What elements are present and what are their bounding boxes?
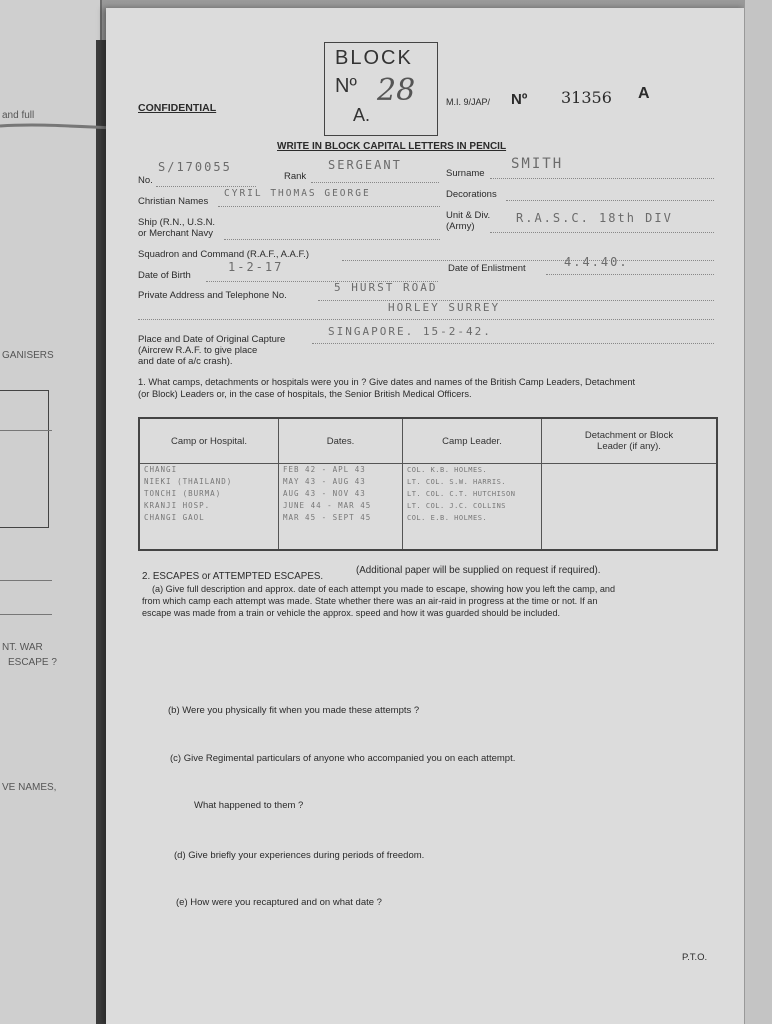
no-value: S/170055 bbox=[158, 160, 232, 174]
surname-line bbox=[490, 178, 714, 179]
unit-line bbox=[490, 232, 714, 233]
question-2a-continued: escape was made from a train or vehicle the approx. speed and how it was guarded should be included. bbox=[142, 608, 561, 618]
address-label: Private Address and Telephone No. bbox=[138, 290, 287, 301]
question-2b: (b) Were you physically fit when you made these attempts ? bbox=[168, 705, 420, 716]
christian-names-value: CYRIL THOMAS GEORGE bbox=[224, 188, 371, 199]
question-2-title: 2. ESCAPES or ATTEMPTED ESCAPES. bbox=[142, 571, 324, 582]
column-header: Detachment or Block Leader (if any). bbox=[542, 418, 718, 464]
date-entry: MAR 45 - SEPT 45 bbox=[283, 513, 372, 522]
date-entry: FEB 42 - APL 43 bbox=[283, 465, 366, 474]
no-label: No. bbox=[138, 175, 153, 186]
question-2-note: (Additional paper will be supplied on request if required). bbox=[356, 565, 601, 576]
decorations-label: Decorations bbox=[446, 189, 497, 200]
no-line bbox=[156, 186, 256, 187]
back-page-divider bbox=[0, 614, 52, 615]
question-2c: (c) Give Regimental particulars of anyone who accompanied you on each attempt. bbox=[170, 753, 516, 764]
date-entry: MAY 43 - AUG 43 bbox=[283, 477, 366, 486]
unit-label: Unit & Div. bbox=[446, 210, 491, 221]
christian-names-line bbox=[218, 206, 440, 207]
column-header: Camp or Hospital. bbox=[139, 418, 279, 464]
stamp-block-text: BLOCK bbox=[335, 47, 413, 69]
leader-entry: COL. E.B. HOLMES. bbox=[407, 514, 488, 522]
serial-number: 31356 bbox=[561, 88, 612, 107]
instruction-heading: WRITE IN BLOCK CAPITAL LETTERS IN PENCIL bbox=[277, 141, 507, 152]
dob-label: Date of Birth bbox=[138, 270, 191, 281]
decorations-line bbox=[506, 200, 714, 201]
ship-line bbox=[224, 239, 440, 240]
question-2a-continued: from which camp each attempt was made. State whether there was an air-raid in progress at the time or not. If an bbox=[142, 596, 598, 606]
form-page bbox=[106, 8, 746, 1024]
leader-entry: LT. COL. J.C. COLLINS bbox=[407, 502, 507, 510]
surname-value: SMITH bbox=[511, 156, 564, 172]
enlistment-value: 4.4.40. bbox=[564, 255, 629, 269]
confidential-label: CONFIDENTIAL bbox=[138, 102, 217, 114]
question-2e: (e) How were you recaptured and on what date ? bbox=[176, 897, 382, 908]
unit-label-2: (Army) bbox=[446, 221, 475, 232]
enlistment-label: Date of Enlistment bbox=[448, 263, 526, 274]
squadron-line bbox=[342, 260, 714, 261]
camp-entry: CHANGI GAOL bbox=[144, 513, 205, 522]
camp-entry: TONCHI (BURMA) bbox=[144, 489, 222, 498]
serial-suffix: A bbox=[638, 85, 650, 102]
camp-entry: CHANGI bbox=[144, 465, 178, 474]
back-page-divider bbox=[0, 580, 52, 581]
camp-entry: KRANJI HOSP. bbox=[144, 501, 211, 510]
camp-entry: NIEKI (THAILAND) bbox=[144, 477, 233, 486]
surname-label: Surname bbox=[446, 168, 485, 179]
serial-no-label: Nº bbox=[511, 91, 528, 108]
back-page-box bbox=[0, 390, 49, 528]
column-header: Dates. bbox=[279, 418, 403, 464]
dates-cell bbox=[279, 464, 403, 551]
dob-value: 1-2-17 bbox=[228, 260, 284, 274]
question-1-continued: (or Block) Leaders or, in the case of hospitals, the Senior British Medical Officers. bbox=[138, 389, 472, 399]
capture-value: SINGAPORE. 15-2-42. bbox=[328, 325, 492, 338]
pto-label: P.T.O. bbox=[682, 952, 708, 963]
leader-entry: COL. K.B. HOLMES. bbox=[407, 466, 488, 474]
christian-names-label: Christian Names bbox=[138, 196, 209, 207]
leader-entry: LT. COL. S.W. HARRIS. bbox=[407, 478, 507, 486]
capture-label: Place and Date of Original Capture bbox=[138, 334, 286, 345]
question-2a: (a) Give full description and approx. date of each attempt you made to escape, showing how you left the camp, and bbox=[152, 584, 616, 594]
block-stamp bbox=[324, 42, 438, 136]
back-page-label: GANISERS bbox=[2, 350, 54, 361]
ship-label-2: or Merchant Navy bbox=[138, 228, 213, 239]
back-page-label: NT. WAR bbox=[2, 642, 43, 653]
stamp-no-text: Nº bbox=[335, 75, 357, 97]
capture-label-3: and date of a/c crash). bbox=[138, 356, 233, 367]
camps-table bbox=[138, 417, 718, 551]
column-header: Camp Leader. bbox=[403, 418, 542, 464]
rank-line bbox=[311, 182, 439, 183]
address-line-rule-2 bbox=[138, 319, 714, 320]
ship-label: Ship (R.N., U.S.N. bbox=[138, 217, 216, 228]
rank-label: Rank bbox=[284, 171, 307, 182]
question-2d: (d) Give briefly your experiences during periods of freedom. bbox=[174, 850, 425, 861]
rank-value: SERGEANT bbox=[328, 158, 402, 172]
capture-label-2: (Aircrew R.A.F. to give place bbox=[138, 345, 258, 356]
back-page-text: and full bbox=[2, 110, 35, 121]
capture-line bbox=[312, 343, 714, 344]
back-page-label: VE NAMES, bbox=[2, 782, 57, 793]
leader-entry: LT. COL. C.T. HUTCHISON bbox=[407, 490, 516, 498]
back-page-label: ESCAPE ? bbox=[8, 657, 57, 668]
form-reference: M.I. 9/JAP/ bbox=[446, 97, 491, 107]
camp-cell bbox=[139, 464, 279, 551]
address-line-1: 5 HURST ROAD bbox=[334, 281, 438, 294]
underlying-page bbox=[0, 0, 102, 1024]
table-header-row bbox=[139, 418, 717, 464]
address-line-2: HORLEY SURREY bbox=[388, 301, 501, 314]
date-entry: JUNE 44 - MAR 45 bbox=[283, 501, 372, 510]
squadron-label: Squadron and Command (R.A.F., A.A.F.) bbox=[138, 249, 310, 260]
unit-value: R.A.S.C. 18th DIV bbox=[516, 211, 673, 225]
enlistment-line bbox=[546, 274, 714, 275]
address-line-rule-1 bbox=[318, 300, 714, 301]
date-entry: AUG 43 - NOV 43 bbox=[283, 489, 366, 498]
detachment-cell bbox=[542, 464, 718, 551]
question-1: 1. What camps, detachments or hospitals were you in ? Give dates and names of the British Camp Leaders, Detachment bbox=[138, 377, 636, 387]
stamp-letter: A. bbox=[353, 105, 371, 125]
back-page-divider bbox=[0, 430, 52, 431]
stamp-number: 28 bbox=[377, 73, 416, 108]
table-row bbox=[139, 464, 717, 551]
page-edge bbox=[744, 0, 772, 1024]
leader-cell bbox=[403, 464, 542, 551]
question-2c-followup: What happened to them ? bbox=[194, 800, 304, 811]
